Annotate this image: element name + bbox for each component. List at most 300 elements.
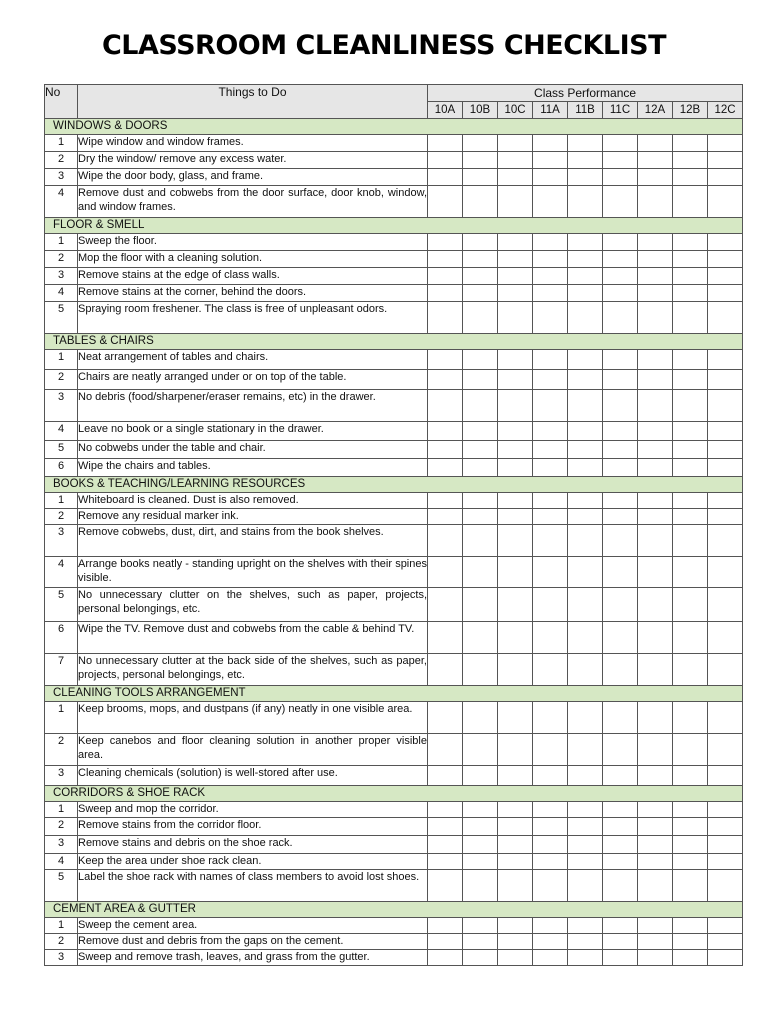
checkbox-cell-12b[interactable] <box>673 557 708 588</box>
checkbox-cell-12c[interactable] <box>708 422 743 441</box>
checkbox-cell-11c[interactable] <box>603 870 638 902</box>
checkbox-cell-12c[interactable] <box>708 135 743 152</box>
checkbox-cell-12a[interactable] <box>638 459 673 477</box>
checkbox-cell-10c[interactable] <box>498 459 533 477</box>
checkbox-cell-12b[interactable] <box>673 870 708 902</box>
checkbox-cell-10c[interactable] <box>498 493 533 509</box>
checkbox-cell-12b[interactable] <box>673 370 708 390</box>
checkbox-cell-10a[interactable] <box>428 854 463 870</box>
checkbox-cell-11b[interactable] <box>568 302 603 334</box>
checkbox-cell-10c[interactable] <box>498 525 533 557</box>
checkbox-cell-11c[interactable] <box>603 766 638 786</box>
checkbox-cell-12b[interactable] <box>673 169 708 186</box>
checkbox-cell-12b[interactable] <box>673 186 708 218</box>
checkbox-cell-12a[interactable] <box>638 588 673 622</box>
checkbox-cell-10c[interactable] <box>498 734 533 766</box>
checkbox-cell-12c[interactable] <box>708 622 743 654</box>
checkbox-cell-12b[interactable] <box>673 702 708 734</box>
checkbox-cell-10c[interactable] <box>498 251 533 268</box>
checkbox-cell-10b[interactable] <box>463 854 498 870</box>
checkbox-cell-11c[interactable] <box>603 302 638 334</box>
checkbox-cell-11b[interactable] <box>568 950 603 966</box>
checkbox-cell-11c[interactable] <box>603 854 638 870</box>
checkbox-cell-11a[interactable] <box>533 302 568 334</box>
checkbox-cell-11c[interactable] <box>603 557 638 588</box>
checkbox-cell-10a[interactable] <box>428 251 463 268</box>
checkbox-cell-11b[interactable] <box>568 870 603 902</box>
checkbox-cell-10b[interactable] <box>463 836 498 854</box>
checkbox-cell-12b[interactable] <box>673 234 708 251</box>
checkbox-cell-11b[interactable] <box>568 370 603 390</box>
checkbox-cell-11c[interactable] <box>603 493 638 509</box>
checkbox-cell-11b[interactable] <box>568 268 603 285</box>
checkbox-cell-11c[interactable] <box>603 588 638 622</box>
checkbox-cell-12a[interactable] <box>638 268 673 285</box>
checkbox-cell-11c[interactable] <box>603 934 638 950</box>
checkbox-cell-10b[interactable] <box>463 234 498 251</box>
checkbox-cell-11a[interactable] <box>533 950 568 966</box>
checkbox-cell-10a[interactable] <box>428 734 463 766</box>
checkbox-cell-12c[interactable] <box>708 169 743 186</box>
checkbox-cell-10b[interactable] <box>463 370 498 390</box>
checkbox-cell-10b[interactable] <box>463 390 498 422</box>
checkbox-cell-12c[interactable] <box>708 654 743 686</box>
checkbox-cell-11c[interactable] <box>603 950 638 966</box>
checkbox-cell-12c[interactable] <box>708 702 743 734</box>
checkbox-cell-11c[interactable] <box>603 802 638 818</box>
checkbox-cell-11a[interactable] <box>533 390 568 422</box>
checkbox-cell-12c[interactable] <box>708 870 743 902</box>
checkbox-cell-11c[interactable] <box>603 234 638 251</box>
checkbox-cell-12b[interactable] <box>673 509 708 525</box>
checkbox-cell-11b[interactable] <box>568 588 603 622</box>
checkbox-cell-12c[interactable] <box>708 234 743 251</box>
checkbox-cell-12b[interactable] <box>673 818 708 836</box>
checkbox-cell-12c[interactable] <box>708 441 743 459</box>
checkbox-cell-10c[interactable] <box>498 934 533 950</box>
checkbox-cell-12c[interactable] <box>708 186 743 218</box>
checkbox-cell-10a[interactable] <box>428 622 463 654</box>
checkbox-cell-11c[interactable] <box>603 441 638 459</box>
checkbox-cell-11a[interactable] <box>533 268 568 285</box>
checkbox-cell-10b[interactable] <box>463 302 498 334</box>
checkbox-cell-12a[interactable] <box>638 422 673 441</box>
checkbox-cell-12a[interactable] <box>638 251 673 268</box>
checkbox-cell-10a[interactable] <box>428 654 463 686</box>
checkbox-cell-10b[interactable] <box>463 918 498 934</box>
checkbox-cell-12a[interactable] <box>638 654 673 686</box>
checkbox-cell-12b[interactable] <box>673 459 708 477</box>
checkbox-cell-12c[interactable] <box>708 802 743 818</box>
checkbox-cell-12a[interactable] <box>638 557 673 588</box>
checkbox-cell-10c[interactable] <box>498 870 533 902</box>
checkbox-cell-11c[interactable] <box>603 152 638 169</box>
checkbox-cell-12a[interactable] <box>638 802 673 818</box>
checkbox-cell-12b[interactable] <box>673 766 708 786</box>
checkbox-cell-12c[interactable] <box>708 390 743 422</box>
checkbox-cell-11a[interactable] <box>533 152 568 169</box>
checkbox-cell-11a[interactable] <box>533 557 568 588</box>
checkbox-cell-11a[interactable] <box>533 802 568 818</box>
checkbox-cell-10c[interactable] <box>498 509 533 525</box>
checkbox-cell-11a[interactable] <box>533 525 568 557</box>
task-description: Sweep the floor. <box>78 234 428 251</box>
checkbox-cell-12a[interactable] <box>638 836 673 854</box>
checkbox-cell-10c[interactable] <box>498 285 533 302</box>
checkbox-cell-11b[interactable] <box>568 734 603 766</box>
checkbox-cell-12a[interactable] <box>638 370 673 390</box>
checkbox-cell-10a[interactable] <box>428 186 463 218</box>
checkbox-cell-12b[interactable] <box>673 441 708 459</box>
checkbox-cell-12b[interactable] <box>673 135 708 152</box>
checkbox-cell-10a[interactable] <box>428 370 463 390</box>
checkbox-cell-10a[interactable] <box>428 441 463 459</box>
checkbox-cell-12c[interactable] <box>708 854 743 870</box>
checkbox-cell-10a[interactable] <box>428 422 463 441</box>
checkbox-cell-10a[interactable] <box>428 588 463 622</box>
checkbox-cell-11a[interactable] <box>533 734 568 766</box>
checkbox-cell-12b[interactable] <box>673 251 708 268</box>
checkbox-cell-12b[interactable] <box>673 350 708 370</box>
checkbox-cell-10b[interactable] <box>463 493 498 509</box>
checkbox-cell-11b[interactable] <box>568 622 603 654</box>
checkbox-cell-11b[interactable] <box>568 422 603 441</box>
checkbox-cell-12b[interactable] <box>673 525 708 557</box>
checkbox-cell-12b[interactable] <box>673 734 708 766</box>
checkbox-cell-11a[interactable] <box>533 934 568 950</box>
checkbox-cell-10b[interactable] <box>463 350 498 370</box>
checkbox-cell-10b[interactable] <box>463 802 498 818</box>
checkbox-cell-11b[interactable] <box>568 152 603 169</box>
checkbox-cell-11c[interactable] <box>603 702 638 734</box>
checkbox-cell-12b[interactable] <box>673 854 708 870</box>
checkbox-cell-10b[interactable] <box>463 950 498 966</box>
checkbox-cell-12c[interactable] <box>708 836 743 854</box>
checkbox-cell-12a[interactable] <box>638 234 673 251</box>
checkbox-cell-12a[interactable] <box>638 525 673 557</box>
checkbox-cell-12c[interactable] <box>708 766 743 786</box>
checkbox-cell-11c[interactable] <box>603 459 638 477</box>
checkbox-cell-12a[interactable] <box>638 766 673 786</box>
checkbox-cell-12a[interactable] <box>638 950 673 966</box>
checkbox-cell-10b[interactable] <box>463 818 498 836</box>
checkbox-cell-12a[interactable] <box>638 509 673 525</box>
checkbox-cell-10a[interactable] <box>428 390 463 422</box>
checkbox-cell-11b[interactable] <box>568 525 603 557</box>
checkbox-cell-11c[interactable] <box>603 135 638 152</box>
checkbox-cell-10c[interactable] <box>498 818 533 836</box>
checkbox-cell-10a[interactable] <box>428 934 463 950</box>
checkbox-cell-12c[interactable] <box>708 493 743 509</box>
checkbox-cell-10c[interactable] <box>498 390 533 422</box>
checkbox-cell-10a[interactable] <box>428 459 463 477</box>
checkbox-cell-10a[interactable] <box>428 509 463 525</box>
checkbox-cell-11a[interactable] <box>533 370 568 390</box>
checkbox-cell-12c[interactable] <box>708 152 743 169</box>
checkbox-cell-12a[interactable] <box>638 622 673 654</box>
checkbox-cell-10c[interactable] <box>498 422 533 441</box>
checkbox-cell-11c[interactable] <box>603 370 638 390</box>
checkbox-cell-12a[interactable] <box>638 441 673 459</box>
checkbox-cell-11b[interactable] <box>568 802 603 818</box>
checkbox-cell-12a[interactable] <box>638 918 673 934</box>
checkbox-cell-12a[interactable] <box>638 169 673 186</box>
checkbox-cell-12c[interactable] <box>708 950 743 966</box>
checkbox-cell-11b[interactable] <box>568 836 603 854</box>
checkbox-cell-12b[interactable] <box>673 422 708 441</box>
checkbox-cell-10a[interactable] <box>428 302 463 334</box>
checkbox-cell-10b[interactable] <box>463 152 498 169</box>
checkbox-cell-10a[interactable] <box>428 836 463 854</box>
checkbox-cell-12c[interactable] <box>708 525 743 557</box>
checkbox-cell-11a[interactable] <box>533 918 568 934</box>
checkbox-cell-10c[interactable] <box>498 441 533 459</box>
checkbox-cell-10b[interactable] <box>463 251 498 268</box>
checkbox-cell-10a[interactable] <box>428 350 463 370</box>
checkbox-cell-10b[interactable] <box>463 734 498 766</box>
checkbox-cell-10b[interactable] <box>463 509 498 525</box>
checkbox-cell-12b[interactable] <box>673 836 708 854</box>
checkbox-cell-10b[interactable] <box>463 588 498 622</box>
checkbox-cell-11b[interactable] <box>568 934 603 950</box>
checkbox-cell-12b[interactable] <box>673 950 708 966</box>
checkbox-cell-11b[interactable] <box>568 441 603 459</box>
checkbox-cell-12b[interactable] <box>673 934 708 950</box>
checkbox-cell-11b[interactable] <box>568 135 603 152</box>
checkbox-cell-11a[interactable] <box>533 169 568 186</box>
checkbox-cell-12c[interactable] <box>708 934 743 950</box>
checkbox-cell-10c[interactable] <box>498 169 533 186</box>
checkbox-cell-11a[interactable] <box>533 441 568 459</box>
checkbox-cell-11c[interactable] <box>603 734 638 766</box>
checkbox-cell-11a[interactable] <box>533 509 568 525</box>
checkbox-cell-10c[interactable] <box>498 836 533 854</box>
checkbox-cell-12a[interactable] <box>638 302 673 334</box>
checkbox-cell-12c[interactable] <box>708 557 743 588</box>
checkbox-cell-12c[interactable] <box>708 251 743 268</box>
checkbox-cell-10c[interactable] <box>498 268 533 285</box>
checkbox-cell-12a[interactable] <box>638 870 673 902</box>
checkbox-cell-10b[interactable] <box>463 766 498 786</box>
checkbox-cell-11a[interactable] <box>533 702 568 734</box>
checkbox-cell-12b[interactable] <box>673 285 708 302</box>
checkbox-cell-12c[interactable] <box>708 588 743 622</box>
checkbox-cell-10a[interactable] <box>428 870 463 902</box>
checkbox-cell-12c[interactable] <box>708 370 743 390</box>
checkbox-cell-11c[interactable] <box>603 509 638 525</box>
checkbox-cell-11b[interactable] <box>568 702 603 734</box>
checkbox-cell-12a[interactable] <box>638 702 673 734</box>
checkbox-cell-10a[interactable] <box>428 285 463 302</box>
checkbox-cell-11b[interactable] <box>568 918 603 934</box>
checkbox-cell-11c[interactable] <box>603 186 638 218</box>
checkbox-cell-10b[interactable] <box>463 169 498 186</box>
checkbox-cell-11b[interactable] <box>568 493 603 509</box>
checkbox-cell-12a[interactable] <box>638 186 673 218</box>
checkbox-cell-11b[interactable] <box>568 186 603 218</box>
checkbox-cell-11c[interactable] <box>603 622 638 654</box>
checkbox-cell-12b[interactable] <box>673 152 708 169</box>
checkbox-cell-11c[interactable] <box>603 422 638 441</box>
checkbox-cell-10c[interactable] <box>498 702 533 734</box>
checkbox-cell-11c[interactable] <box>603 654 638 686</box>
checkbox-cell-12b[interactable] <box>673 918 708 934</box>
checkbox-cell-10b[interactable] <box>463 441 498 459</box>
checkbox-cell-12a[interactable] <box>638 390 673 422</box>
checkbox-cell-12b[interactable] <box>673 302 708 334</box>
checkbox-cell-10b[interactable] <box>463 459 498 477</box>
checkbox-cell-10c[interactable] <box>498 234 533 251</box>
checkbox-cell-11c[interactable] <box>603 818 638 836</box>
checkbox-cell-12c[interactable] <box>708 459 743 477</box>
checkbox-cell-10c[interactable] <box>498 135 533 152</box>
checkbox-cell-10c[interactable] <box>498 350 533 370</box>
checkbox-cell-10b[interactable] <box>463 870 498 902</box>
checkbox-cell-12c[interactable] <box>708 285 743 302</box>
checkbox-cell-11a[interactable] <box>533 622 568 654</box>
checkbox-cell-12a[interactable] <box>638 350 673 370</box>
checkbox-cell-10a[interactable] <box>428 152 463 169</box>
checkbox-cell-11a[interactable] <box>533 766 568 786</box>
checkbox-cell-10c[interactable] <box>498 622 533 654</box>
checkbox-cell-11a[interactable] <box>533 836 568 854</box>
checkbox-cell-12a[interactable] <box>638 734 673 766</box>
checkbox-cell-11b[interactable] <box>568 390 603 422</box>
checkbox-cell-11b[interactable] <box>568 285 603 302</box>
checkbox-cell-12a[interactable] <box>638 854 673 870</box>
checkbox-cell-11b[interactable] <box>568 251 603 268</box>
checkbox-cell-11b[interactable] <box>568 350 603 370</box>
checkbox-cell-10b[interactable] <box>463 622 498 654</box>
checkbox-cell-12c[interactable] <box>708 509 743 525</box>
checkbox-cell-11c[interactable] <box>603 268 638 285</box>
checkbox-cell-12c[interactable] <box>708 268 743 285</box>
checkbox-cell-11b[interactable] <box>568 557 603 588</box>
checkbox-cell-12c[interactable] <box>708 350 743 370</box>
checkbox-cell-11c[interactable] <box>603 251 638 268</box>
checkbox-cell-10a[interactable] <box>428 135 463 152</box>
checkbox-cell-11b[interactable] <box>568 818 603 836</box>
table-row <box>45 390 743 422</box>
checkbox-cell-10a[interactable] <box>428 234 463 251</box>
checkbox-cell-12c[interactable] <box>708 918 743 934</box>
checkbox-cell-10a[interactable] <box>428 169 463 186</box>
checkbox-cell-10a[interactable] <box>428 766 463 786</box>
checkbox-cell-11a[interactable] <box>533 588 568 622</box>
checkbox-cell-10a[interactable] <box>428 918 463 934</box>
checkbox-cell-10b[interactable] <box>463 525 498 557</box>
checkbox-cell-10a[interactable] <box>428 950 463 966</box>
checkbox-cell-12b[interactable] <box>673 802 708 818</box>
checkbox-cell-11c[interactable] <box>603 285 638 302</box>
checkbox-cell-10c[interactable] <box>498 854 533 870</box>
checkbox-cell-12b[interactable] <box>673 588 708 622</box>
checkbox-cell-10c[interactable] <box>498 588 533 622</box>
checkbox-cell-10b[interactable] <box>463 557 498 588</box>
checkbox-cell-11b[interactable] <box>568 459 603 477</box>
checkbox-cell-10a[interactable] <box>428 525 463 557</box>
checkbox-cell-11a[interactable] <box>533 854 568 870</box>
checkbox-cell-12c[interactable] <box>708 818 743 836</box>
checkbox-cell-10c[interactable] <box>498 918 533 934</box>
checkbox-cell-10c[interactable] <box>498 557 533 588</box>
checkbox-cell-12a[interactable] <box>638 135 673 152</box>
checkbox-cell-11c[interactable] <box>603 169 638 186</box>
checkbox-cell-11c[interactable] <box>603 390 638 422</box>
checkbox-cell-10c[interactable] <box>498 302 533 334</box>
checkbox-cell-11a[interactable] <box>533 654 568 686</box>
checkbox-cell-11c[interactable] <box>603 350 638 370</box>
checkbox-cell-10a[interactable] <box>428 702 463 734</box>
checkbox-cell-10a[interactable] <box>428 557 463 588</box>
checkbox-cell-11a[interactable] <box>533 870 568 902</box>
checkbox-cell-11b[interactable] <box>568 654 603 686</box>
checkbox-cell-10c[interactable] <box>498 186 533 218</box>
checkbox-cell-10a[interactable] <box>428 268 463 285</box>
checkbox-cell-10a[interactable] <box>428 493 463 509</box>
checkbox-cell-11a[interactable] <box>533 251 568 268</box>
checkbox-cell-10b[interactable] <box>463 135 498 152</box>
checkbox-cell-11a[interactable] <box>533 186 568 218</box>
checkbox-cell-10c[interactable] <box>498 654 533 686</box>
checkbox-cell-12c[interactable] <box>708 734 743 766</box>
checkbox-cell-12b[interactable] <box>673 493 708 509</box>
checkbox-cell-11c[interactable] <box>603 836 638 854</box>
table-row <box>45 509 743 525</box>
checkbox-cell-11b[interactable] <box>568 169 603 186</box>
checkbox-cell-12a[interactable] <box>638 152 673 169</box>
checkbox-cell-10b[interactable] <box>463 422 498 441</box>
checkbox-cell-10b[interactable] <box>463 268 498 285</box>
checkbox-cell-11a[interactable] <box>533 422 568 441</box>
checkbox-cell-11a[interactable] <box>533 350 568 370</box>
checkbox-cell-10b[interactable] <box>463 285 498 302</box>
checkbox-cell-12a[interactable] <box>638 818 673 836</box>
checkbox-cell-11a[interactable] <box>533 818 568 836</box>
checkbox-cell-10a[interactable] <box>428 818 463 836</box>
checkbox-cell-11c[interactable] <box>603 525 638 557</box>
checkbox-cell-10c[interactable] <box>498 370 533 390</box>
checkbox-cell-12a[interactable] <box>638 934 673 950</box>
checkbox-cell-12b[interactable] <box>673 622 708 654</box>
checkbox-cell-12b[interactable] <box>673 268 708 285</box>
checkbox-cell-11a[interactable] <box>533 285 568 302</box>
checkbox-cell-12a[interactable] <box>638 285 673 302</box>
checkbox-cell-10c[interactable] <box>498 766 533 786</box>
checkbox-cell-12b[interactable] <box>673 654 708 686</box>
checkbox-cell-10b[interactable] <box>463 654 498 686</box>
checkbox-cell-10b[interactable] <box>463 702 498 734</box>
checkbox-cell-12a[interactable] <box>638 493 673 509</box>
checkbox-cell-10c[interactable] <box>498 802 533 818</box>
checkbox-cell-12b[interactable] <box>673 390 708 422</box>
checkbox-cell-10a[interactable] <box>428 802 463 818</box>
checkbox-cell-10b[interactable] <box>463 186 498 218</box>
checkbox-cell-11a[interactable] <box>533 493 568 509</box>
checkbox-cell-11b[interactable] <box>568 234 603 251</box>
checkbox-cell-10c[interactable] <box>498 152 533 169</box>
checkbox-cell-11b[interactable] <box>568 854 603 870</box>
checkbox-cell-10b[interactable] <box>463 934 498 950</box>
checkbox-cell-10c[interactable] <box>498 950 533 966</box>
checkbox-cell-11a[interactable] <box>533 234 568 251</box>
checkbox-cell-11a[interactable] <box>533 459 568 477</box>
checkbox-cell-11c[interactable] <box>603 918 638 934</box>
checkbox-cell-12c[interactable] <box>708 302 743 334</box>
checkbox-cell-11a[interactable] <box>533 135 568 152</box>
checkbox-cell-11b[interactable] <box>568 766 603 786</box>
checkbox-cell-11b[interactable] <box>568 509 603 525</box>
